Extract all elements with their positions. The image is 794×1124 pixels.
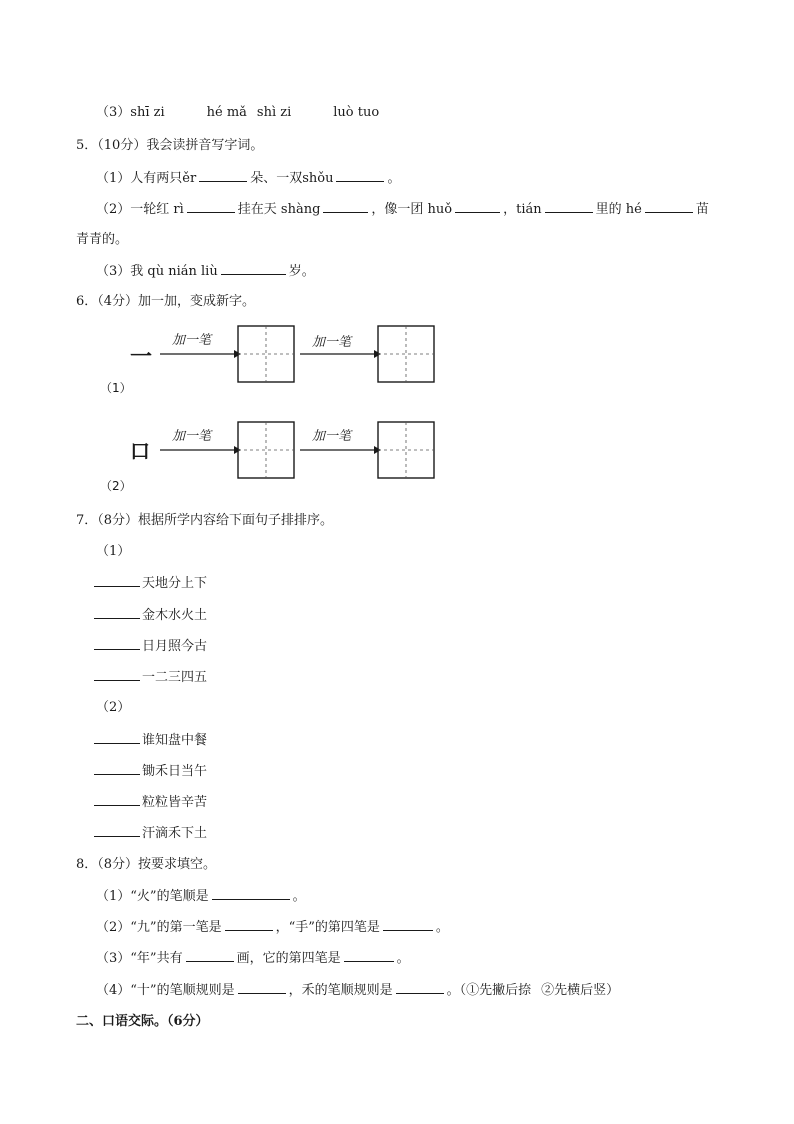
text-segment: “年”共有 <box>130 951 183 966</box>
sort-line <box>94 606 207 625</box>
answer-blank[interactable] <box>238 981 286 994</box>
order-blank[interactable] <box>94 668 140 681</box>
verse-text: 谁知盘中餐 <box>142 733 208 748</box>
text-segment: “火”的笔顺是 <box>130 889 209 904</box>
answer-blank[interactable] <box>323 200 368 213</box>
text-segment: 。 <box>387 171 401 186</box>
text-segment: ，tián <box>503 202 542 217</box>
answer-blank[interactable] <box>221 262 286 275</box>
answer-blank[interactable] <box>187 200 235 213</box>
sort-line <box>94 793 207 812</box>
q8-s4 <box>96 981 619 1000</box>
add-stroke-diagram <box>96 320 456 500</box>
item-label: （1） <box>96 889 131 904</box>
order-blank[interactable] <box>94 606 140 619</box>
q5-s2-continued: 青青的。 <box>76 232 129 247</box>
order-blank[interactable] <box>94 574 140 587</box>
q8-s3 <box>96 949 410 968</box>
text-segment: “九”的第一笔是 <box>130 920 222 935</box>
q7-group1-label: （1） <box>96 544 131 559</box>
text-segment: 一轮红 rì <box>130 202 184 217</box>
q5-title: 5．（10分）我会读拼音写字词。 <box>76 138 264 153</box>
verse-text: 天地分上下 <box>142 576 208 591</box>
item-label: （1） <box>96 171 131 186</box>
verse-text: 金木水火土 <box>142 608 208 623</box>
answer-blank[interactable] <box>645 200 693 213</box>
text-segment: ，禾的笔顺规则是 <box>288 983 393 998</box>
sort-line <box>94 762 207 781</box>
item-label: （2） <box>96 920 131 935</box>
answer-blank[interactable] <box>186 949 234 962</box>
verse-text: 汗滴禾下土 <box>142 826 208 841</box>
text-segment: 人有两只ěr <box>130 171 197 186</box>
text-segment: 画，它的第四笔是 <box>236 951 341 966</box>
answer-blank[interactable] <box>225 918 273 931</box>
answer-blank[interactable] <box>199 169 247 182</box>
text-segment: 。（①先撇后捺 <box>446 983 532 998</box>
answer-blank[interactable] <box>212 887 290 900</box>
arrow-label: 加一笔 <box>312 429 352 444</box>
arrow-label: 加一笔 <box>172 333 212 348</box>
q8-title: 8．（8分）按要求填空。 <box>76 857 217 872</box>
arrow-label: 加一笔 <box>172 429 212 444</box>
pinyin-1: shī zi <box>130 105 165 120</box>
verse-text: 日月照今古 <box>142 639 208 654</box>
answer-blank[interactable] <box>336 169 384 182</box>
answer-blank[interactable] <box>396 981 444 994</box>
order-blank[interactable] <box>94 793 140 806</box>
q8-s2 <box>96 918 449 937</box>
text-segment: ，像一团 huǒ <box>371 202 453 217</box>
order-blank[interactable] <box>94 731 140 744</box>
q7-group2-label: （2） <box>96 700 131 715</box>
sort-line <box>94 574 207 593</box>
sort-line <box>94 668 207 687</box>
q5-s1 <box>96 169 400 188</box>
q8-s1 <box>96 887 306 906</box>
verse-text: 锄禾日当午 <box>142 764 208 779</box>
q6-title: 6．（4分）加一加，变成新字。 <box>76 294 256 309</box>
text-segment: ，“手”的第四笔是 <box>275 920 380 935</box>
q5-s2 <box>96 200 709 219</box>
text-segment: 挂在天 shàng <box>237 202 321 217</box>
text-segment: “十”的笔顺规则是 <box>130 983 235 998</box>
pinyin-4: luò tuo <box>333 105 380 120</box>
q4-item3 <box>96 104 379 122</box>
text-segment: 。 <box>292 889 306 904</box>
text-segment: ②先横后竖） <box>541 983 620 998</box>
text-segment: 朵、一双shǒu <box>250 171 334 186</box>
answer-blank[interactable] <box>383 918 433 931</box>
order-blank[interactable] <box>94 762 140 775</box>
sort-line <box>94 731 207 750</box>
verse-text: 一二三四五 <box>142 670 208 685</box>
section2-title: 二、口语交际。（6分） <box>76 1014 209 1029</box>
text-segment: 我 qù nián liù <box>130 264 218 279</box>
start-char: 一 <box>130 345 153 370</box>
q7-title: 7．（8分）根据所学内容给下面句子排排序。 <box>76 513 334 528</box>
pinyin-3: shì zi <box>256 105 292 120</box>
q5-s3 <box>96 262 315 281</box>
start-char: 口 <box>130 439 150 463</box>
order-blank[interactable] <box>94 637 140 650</box>
item-label: （3） <box>96 951 131 966</box>
order-blank[interactable] <box>94 824 140 837</box>
row-label: （2） <box>100 479 132 493</box>
verse-text: 粒粒皆辛苦 <box>142 795 208 810</box>
item-label: （4） <box>96 983 131 998</box>
text-segment: 苗 <box>695 202 709 217</box>
answer-blank[interactable] <box>545 200 593 213</box>
item-label: （3） <box>96 264 131 279</box>
item-label: （3） <box>96 105 131 120</box>
sort-line <box>94 824 207 843</box>
text-segment: 。 <box>396 951 410 966</box>
item-label: （2） <box>96 202 131 217</box>
row-label: （1） <box>100 381 132 395</box>
sort-line <box>94 637 207 656</box>
pinyin-2: hé mǎ <box>206 105 247 120</box>
answer-blank[interactable] <box>344 949 394 962</box>
text-segment: 。 <box>435 920 449 935</box>
answer-blank[interactable] <box>455 200 500 213</box>
text-segment: 岁。 <box>288 264 315 279</box>
arrow-label: 加一笔 <box>312 335 352 350</box>
text-segment: 里的 hé <box>595 202 642 217</box>
